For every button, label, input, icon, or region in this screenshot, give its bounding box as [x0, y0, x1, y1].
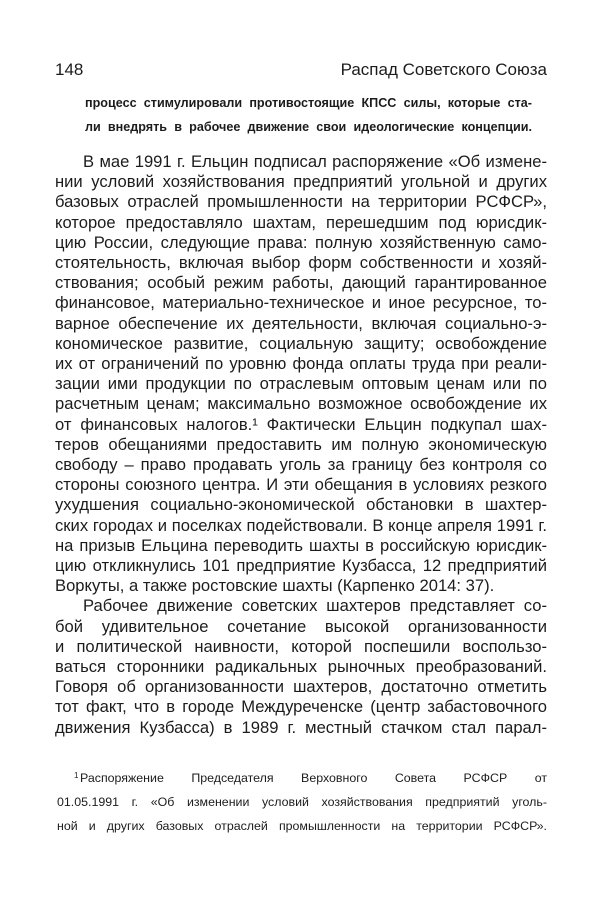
body-line: зации ими продукции по отраслевым оптовым ценам или по — [55, 374, 547, 394]
body-line: стоятельность, включая выбор форм собственности и хозяй- — [55, 253, 547, 272]
quote-line: ли внедрять в рабочее движение свои идеологические концепции. — [85, 120, 532, 134]
body-line: базовых отраслей промышленности на территории РСФСР», — [55, 192, 547, 212]
body-line: которое предоставляло шахтам, перешедшим под юрисдик- — [55, 212, 547, 232]
body-line: расчетным ценам; максимально возможное освобождение их — [55, 394, 547, 414]
body-line: цию России, следующие права: полную хозяйственную само- — [55, 232, 547, 252]
body-line: тот факт, что в городе Междуреченске (центр забастовочного — [55, 697, 547, 717]
footnote-line: 01.05.1991 г. «Об изменении условий хозяйствования предприятий уголь- — [57, 795, 547, 809]
body-line: и политической наивности, которой поспешили воспользо- — [55, 636, 547, 656]
page-number: 148 — [55, 60, 84, 79]
body-line: варное обеспечение их деятельности, включая социально-э- — [55, 313, 547, 333]
body-line: их от ограничений по уровню фонда оплаты труда при реали- — [55, 354, 547, 373]
body-line: ухудшения социально-экономической обстановки в шахтер- — [55, 495, 547, 515]
footnote-line: ной и других базовых отраслей промышленности на территории РСФСР». — [57, 819, 547, 833]
body-line: на призыв Ельцина переводить шахты в российскую юрисдик- — [55, 535, 547, 555]
footnote-line: Распоряжение Председателя Верховного Совета РСФСР от — [80, 771, 547, 785]
body-line: ваться сторонники радикальных рыночных преобразований. — [55, 657, 547, 676]
body-line: кономическое развитие, социальную защиту; освобождение — [55, 333, 547, 353]
quote-line: процесс стимулировали противостоящие КПСС силы, которые ста- — [85, 96, 532, 110]
footnote-marker: 1 — [74, 771, 79, 780]
body-line: от финансовых налогов.¹ Фактически Ельцин подкупал шах- — [55, 414, 547, 434]
body-line: цию откликнулись 101 предприятие Кузбасса, 12 предприятий — [55, 556, 547, 575]
body-line: Воркуты, а также ростовские шахты (Карпенко 2014: 37). — [55, 576, 495, 596]
body-line: бой удивительное сочетание высокой организованности — [55, 616, 547, 636]
body-line: ских городах и поселках подействовали. В конце апреля 1991 г. — [55, 515, 547, 535]
body-line: В мае 1991 г. Ельцин подписал распоряжение «Об измене- — [83, 152, 547, 171]
body-line: ствования; особый режим работы, дающий гарантированное — [55, 273, 547, 293]
running-title: Распад Советского Союза — [340, 60, 547, 79]
body-line: Рабочее движение советских шахтеров представляет со- — [83, 596, 547, 616]
body-line: движения Кузбасса) в 1989 г. местный стачком стал парал- — [55, 717, 547, 737]
body-line: нии условий хозяйствования предприятий угольной и других — [55, 172, 547, 192]
body-line: свободу – право продавать уголь за границу без контроля со — [55, 455, 547, 474]
body-line: финансовое, материально-техническое и иное ресурсное, то- — [55, 293, 547, 313]
body-line: теров обещаниями предоставить им полную экономическую — [55, 434, 547, 454]
body-line: Говоря об организованности шахтеров, достаточно отметить — [55, 677, 547, 697]
body-line: стороны союзного центра. И эти обещания в условиях резкого — [55, 475, 547, 495]
